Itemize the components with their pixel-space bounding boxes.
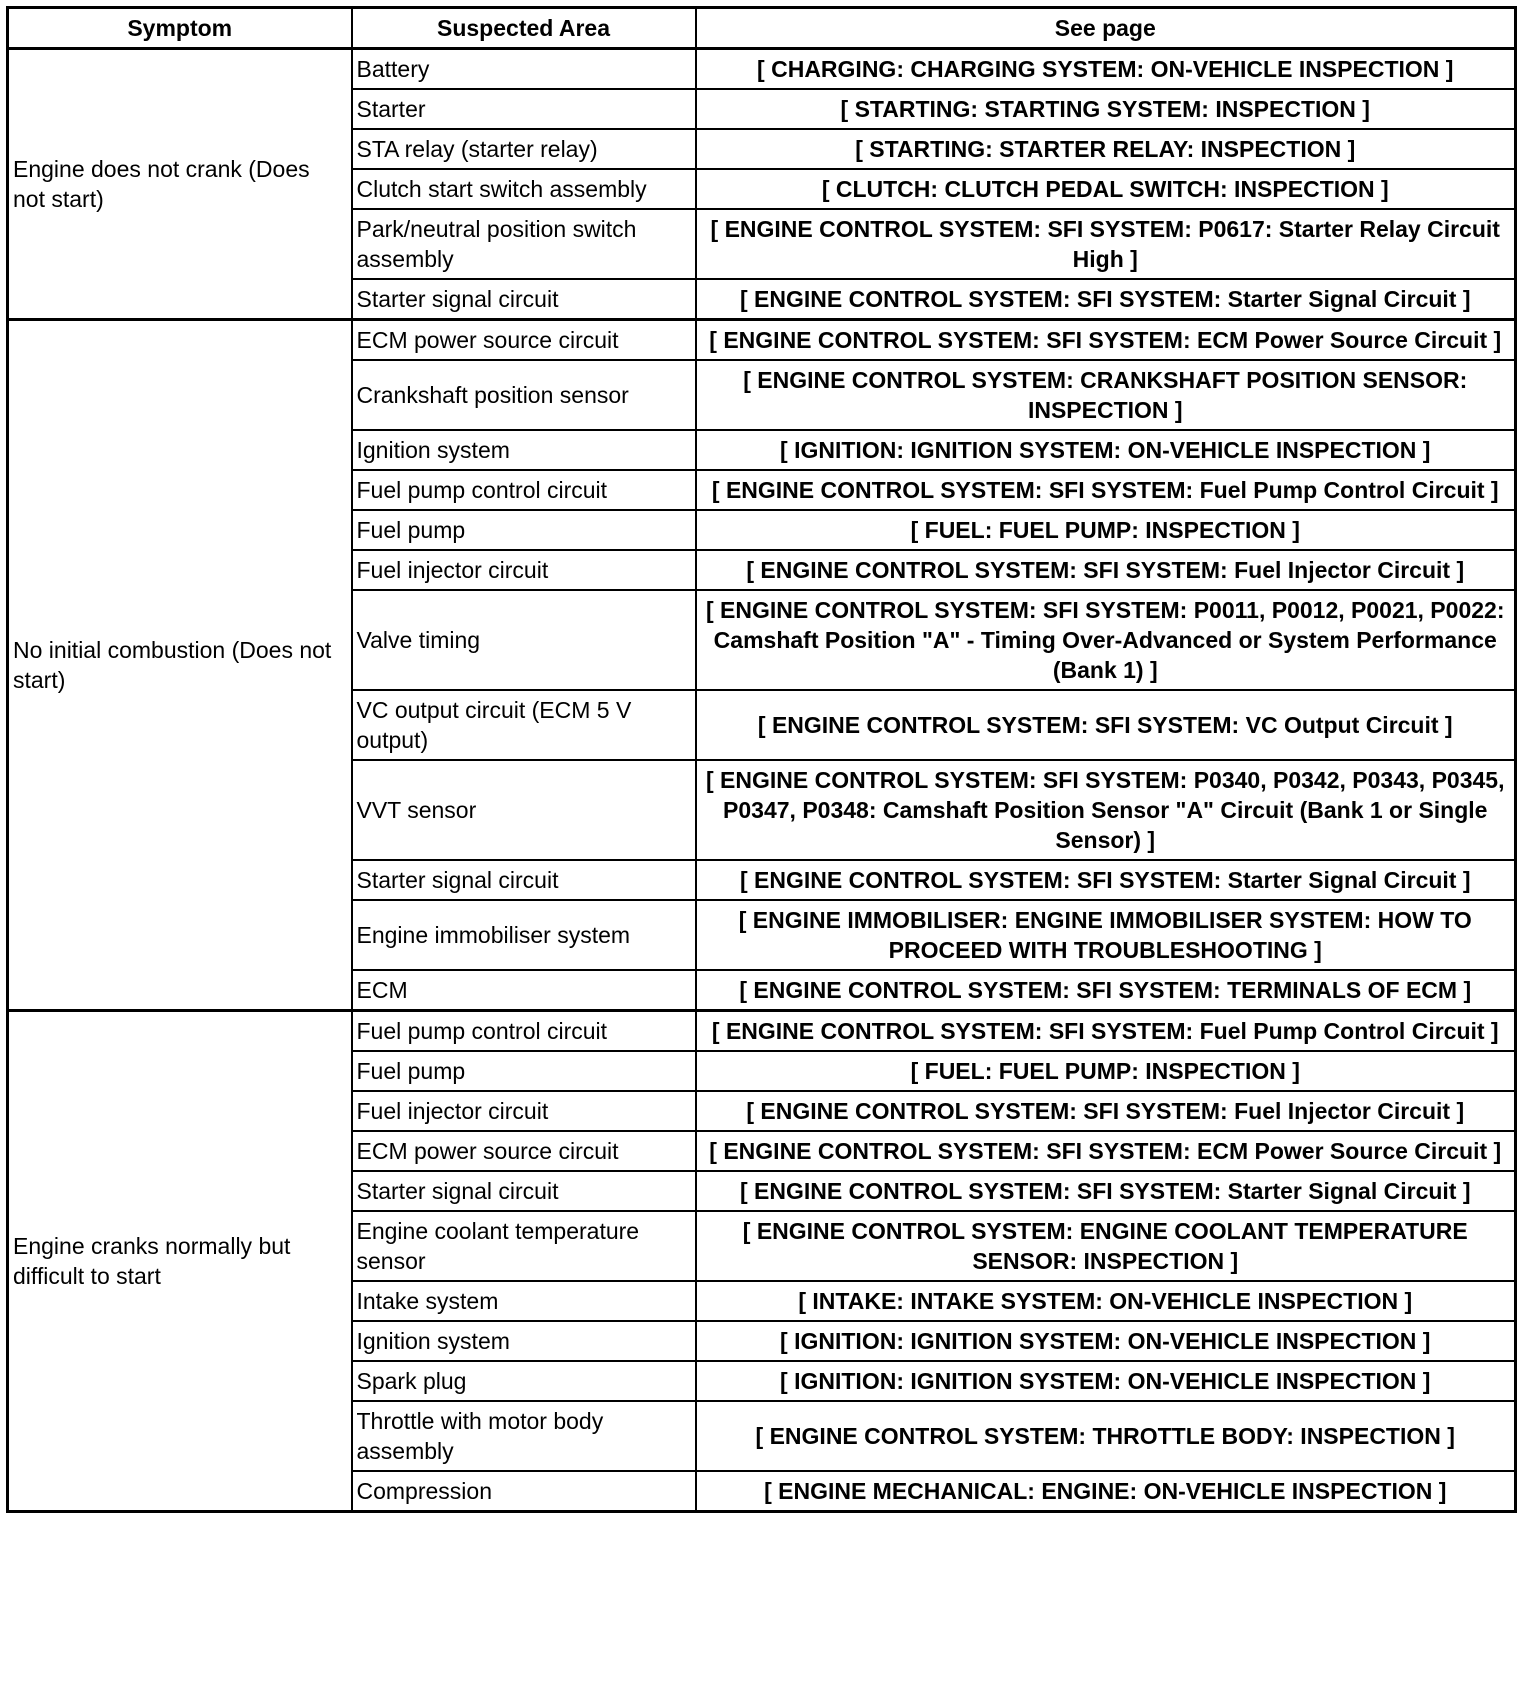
table-header (8, 8, 1516, 49)
see-page-link[interactable]: [ STARTING: STARTER RELAY: INSPECTION ] (696, 129, 1516, 169)
suspected-area-cell: VVT sensor (352, 760, 696, 860)
suspected-area-cell: Fuel pump (352, 510, 696, 550)
suspected-area-cell: Ignition system (352, 430, 696, 470)
suspected-area-cell: ECM power source circuit (352, 320, 696, 361)
suspected-area-cell: Engine coolant temperature sensor (352, 1211, 696, 1281)
table-row (8, 320, 1516, 361)
troubleshooting-table (6, 6, 1517, 1513)
suspected-area-cell: Park/neutral position switch assembly (352, 209, 696, 279)
suspected-area-cell: ECM power source circuit (352, 1131, 696, 1171)
see-page-link[interactable]: [ ENGINE CONTROL SYSTEM: SFI SYSTEM: P0011, P0012, P0021, P0022: Camshaft Position "A" - Timing Over-Advanced or System Performance (Bank 1) ] (696, 590, 1516, 690)
table-row (8, 49, 1516, 90)
see-page-link[interactable]: [ FUEL: FUEL PUMP: INSPECTION ] (696, 510, 1516, 550)
see-page-link[interactable]: [ ENGINE MECHANICAL: ENGINE: ON-VEHICLE INSPECTION ] (696, 1471, 1516, 1512)
suspected-area-cell: Battery (352, 49, 696, 90)
header-see-page: See page (696, 8, 1516, 49)
suspected-area-cell: Starter (352, 89, 696, 129)
suspected-area-cell: Ignition system (352, 1321, 696, 1361)
suspected-area-cell: STA relay (starter relay) (352, 129, 696, 169)
see-page-link[interactable]: [ ENGINE IMMOBILISER: ENGINE IMMOBILISER SYSTEM: HOW TO PROCEED WITH TROUBLESHOOTING ] (696, 900, 1516, 970)
symptom-cell: Engine does not crank (Does not start) (8, 49, 352, 320)
suspected-area-cell: Fuel pump control circuit (352, 470, 696, 510)
suspected-area-cell: VC output circuit (ECM 5 V output) (352, 690, 696, 760)
see-page-link[interactable]: [ IGNITION: IGNITION SYSTEM: ON-VEHICLE INSPECTION ] (696, 1361, 1516, 1401)
see-page-link[interactable]: [ ENGINE CONTROL SYSTEM: SFI SYSTEM: P0340, P0342, P0343, P0345, P0347, P0348: Camshaft Position Sensor "A" Circuit (Bank 1 or Single Sensor) ] (696, 760, 1516, 860)
see-page-link[interactable]: [ ENGINE CONTROL SYSTEM: SFI SYSTEM: P0617: Starter Relay Circuit High ] (696, 209, 1516, 279)
suspected-area-cell: Intake system (352, 1281, 696, 1321)
see-page-link[interactable]: [ ENGINE CONTROL SYSTEM: SFI SYSTEM: Starter Signal Circuit ] (696, 279, 1516, 320)
suspected-area-cell: Compression (352, 1471, 696, 1512)
see-page-link[interactable]: [ ENGINE CONTROL SYSTEM: SFI SYSTEM: Starter Signal Circuit ] (696, 860, 1516, 900)
see-page-link[interactable]: [ ENGINE CONTROL SYSTEM: SFI SYSTEM: ECM Power Source Circuit ] (696, 320, 1516, 361)
see-page-link[interactable]: [ STARTING: STARTING SYSTEM: INSPECTION ] (696, 89, 1516, 129)
suspected-area-cell: Throttle with motor body assembly (352, 1401, 696, 1471)
see-page-link[interactable]: [ ENGINE CONTROL SYSTEM: SFI SYSTEM: VC Output Circuit ] (696, 690, 1516, 760)
see-page-link[interactable]: [ IGNITION: IGNITION SYSTEM: ON-VEHICLE INSPECTION ] (696, 1321, 1516, 1361)
suspected-area-cell: Starter signal circuit (352, 860, 696, 900)
symptom-cell: No initial combustion (Does not start) (8, 320, 352, 1011)
suspected-area-cell: Starter signal circuit (352, 279, 696, 320)
table-body (8, 49, 1516, 1512)
see-page-link[interactable]: [ ENGINE CONTROL SYSTEM: SFI SYSTEM: Fuel Pump Control Circuit ] (696, 470, 1516, 510)
symptom-cell: Engine cranks normally but difficult to start (8, 1011, 352, 1512)
suspected-area-cell: Engine immobiliser system (352, 900, 696, 970)
see-page-link[interactable]: [ ENGINE CONTROL SYSTEM: CRANKSHAFT POSITION SENSOR: INSPECTION ] (696, 360, 1516, 430)
see-page-link[interactable]: [ ENGINE CONTROL SYSTEM: SFI SYSTEM: Starter Signal Circuit ] (696, 1171, 1516, 1211)
suspected-area-cell: Clutch start switch assembly (352, 169, 696, 209)
see-page-link[interactable]: [ ENGINE CONTROL SYSTEM: THROTTLE BODY: INSPECTION ] (696, 1401, 1516, 1471)
see-page-link[interactable]: [ ENGINE CONTROL SYSTEM: SFI SYSTEM: Fuel Pump Control Circuit ] (696, 1011, 1516, 1052)
header-suspected-area: Suspected Area (352, 8, 696, 49)
see-page-link[interactable]: [ CLUTCH: CLUTCH PEDAL SWITCH: INSPECTION ] (696, 169, 1516, 209)
suspected-area-cell: Spark plug (352, 1361, 696, 1401)
see-page-link[interactable]: [ ENGINE CONTROL SYSTEM: SFI SYSTEM: ECM Power Source Circuit ] (696, 1131, 1516, 1171)
suspected-area-cell: Fuel injector circuit (352, 1091, 696, 1131)
header-symptom: Symptom (8, 8, 352, 49)
suspected-area-cell: Fuel pump control circuit (352, 1011, 696, 1052)
see-page-link[interactable]: [ ENGINE CONTROL SYSTEM: SFI SYSTEM: Fuel Injector Circuit ] (696, 1091, 1516, 1131)
suspected-area-cell: ECM (352, 970, 696, 1011)
suspected-area-cell: Starter signal circuit (352, 1171, 696, 1211)
see-page-link[interactable]: [ IGNITION: IGNITION SYSTEM: ON-VEHICLE INSPECTION ] (696, 430, 1516, 470)
suspected-area-cell: Fuel injector circuit (352, 550, 696, 590)
suspected-area-cell: Fuel pump (352, 1051, 696, 1091)
see-page-link[interactable]: [ ENGINE CONTROL SYSTEM: SFI SYSTEM: TERMINALS OF ECM ] (696, 970, 1516, 1011)
suspected-area-cell: Crankshaft position sensor (352, 360, 696, 430)
see-page-link[interactable]: [ ENGINE CONTROL SYSTEM: ENGINE COOLANT TEMPERATURE SENSOR: INSPECTION ] (696, 1211, 1516, 1281)
see-page-link[interactable]: [ CHARGING: CHARGING SYSTEM: ON-VEHICLE INSPECTION ] (696, 49, 1516, 90)
see-page-link[interactable]: [ INTAKE: INTAKE SYSTEM: ON-VEHICLE INSPECTION ] (696, 1281, 1516, 1321)
table-row (8, 1011, 1516, 1052)
suspected-area-cell: Valve timing (352, 590, 696, 690)
header-row (8, 8, 1516, 49)
see-page-link[interactable]: [ ENGINE CONTROL SYSTEM: SFI SYSTEM: Fuel Injector Circuit ] (696, 550, 1516, 590)
see-page-link[interactable]: [ FUEL: FUEL PUMP: INSPECTION ] (696, 1051, 1516, 1091)
